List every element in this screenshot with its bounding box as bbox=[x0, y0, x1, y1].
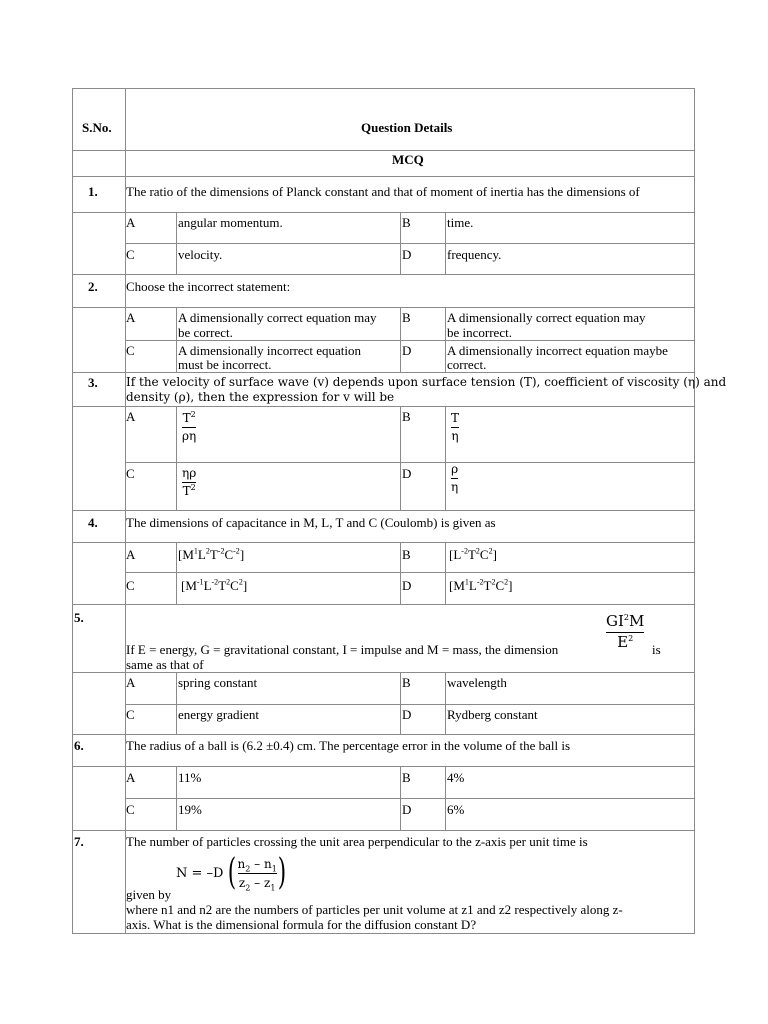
question-text-is: is bbox=[652, 642, 661, 657]
option-label-b: B bbox=[402, 547, 411, 562]
fraction-denominator: η bbox=[451, 480, 459, 494]
option-c-line1: A dimensionally incorrect equation bbox=[178, 343, 362, 358]
fraction-numerator: $GI^2M$ bbox=[606, 612, 645, 630]
option-b: 4% bbox=[447, 770, 465, 785]
row-line bbox=[72, 542, 695, 543]
option-d-line1: A dimensionally incorrect equation maybe bbox=[447, 343, 668, 358]
col-line bbox=[176, 212, 177, 274]
row-line bbox=[126, 798, 695, 799]
option-a: 11% bbox=[178, 770, 202, 785]
row-line bbox=[72, 672, 695, 673]
col-line bbox=[445, 212, 446, 274]
option-d: Rydberg constant bbox=[447, 707, 538, 722]
col-line bbox=[400, 406, 401, 510]
question-number: 2. bbox=[88, 279, 98, 294]
option-label-c: C bbox=[126, 343, 135, 358]
question-text: Choose the incorrect statement: bbox=[126, 279, 291, 294]
option-d: frequency. bbox=[447, 247, 502, 262]
row-line bbox=[72, 734, 695, 735]
option-label-c: C bbox=[126, 707, 135, 722]
option-label-d: D bbox=[402, 343, 412, 358]
option-label-c: C bbox=[126, 466, 135, 481]
row-line bbox=[72, 766, 695, 767]
table-border-bottom bbox=[72, 933, 695, 934]
question-number: 5. bbox=[74, 610, 84, 625]
option-label-b: B bbox=[402, 675, 411, 690]
col-line bbox=[445, 766, 446, 830]
option-label-d: D bbox=[402, 578, 412, 593]
equation-denominator: $z_2 - z_1$ bbox=[238, 875, 276, 892]
option-label-c: C bbox=[126, 247, 135, 262]
fraction-denominator: $E^2$ bbox=[617, 633, 634, 651]
col-line bbox=[445, 542, 446, 604]
option-d-formula: $[M^1L^{-2}T^2C^2]$ bbox=[449, 577, 513, 593]
option-b: wavelength bbox=[447, 675, 507, 690]
question-number: 6. bbox=[74, 738, 84, 753]
question-text-line2: density (ρ), then the expression for v will be bbox=[126, 390, 395, 404]
option-label-d: D bbox=[402, 707, 412, 722]
option-a-line2: be correct. bbox=[178, 325, 233, 340]
question-text-line3: axis. What is the dimensional formula for the diffusion constant D? bbox=[126, 917, 477, 932]
row-line bbox=[126, 243, 695, 244]
option-label-a: A bbox=[126, 310, 136, 325]
row-line bbox=[126, 704, 695, 705]
option-a-formula: $[M^1L^2T^{-2}C^{-2}]$ bbox=[178, 546, 245, 562]
row-line bbox=[72, 510, 695, 511]
equation-paren-open: ( bbox=[228, 852, 237, 893]
equation-paren-close: ) bbox=[277, 852, 287, 893]
option-label-a: A bbox=[126, 770, 136, 785]
row-line bbox=[72, 176, 695, 177]
diffusion-equation bbox=[176, 852, 289, 894]
option-a: angular momentum. bbox=[178, 215, 283, 230]
col-line bbox=[176, 406, 177, 510]
row-line bbox=[126, 340, 695, 341]
col-line bbox=[176, 672, 177, 734]
option-b-formula: $[L^{-2}T^2C^2]$ bbox=[449, 546, 497, 562]
option-c: velocity. bbox=[178, 247, 223, 262]
fraction-denominator: $T^2$ bbox=[182, 483, 196, 498]
question-text-line2: where n1 and n2 are the numbers of particles per unit volume at z1 and z2 respectively along z- bbox=[126, 902, 623, 917]
option-d-line2: correct. bbox=[447, 357, 487, 372]
question-text: The dimensions of capacitance in M, L, T and C (Coulomb) is given as bbox=[126, 515, 496, 530]
fraction-numerator: T bbox=[451, 411, 460, 425]
option-c-line2: must be incorrect. bbox=[178, 357, 272, 372]
row-line bbox=[72, 406, 695, 407]
fraction-bar bbox=[182, 427, 196, 428]
table-border-top bbox=[72, 88, 695, 89]
equation-fraction bbox=[238, 857, 277, 890]
col-line bbox=[176, 307, 177, 372]
col-line bbox=[400, 542, 401, 604]
option-c-formula: $[M^{-1}L^{-2}T^2C^2]$ bbox=[181, 577, 248, 593]
option-c: 19% bbox=[178, 802, 202, 817]
col-line bbox=[445, 406, 446, 510]
header-sno: S.No. bbox=[82, 120, 112, 135]
row-line bbox=[72, 604, 695, 605]
fraction-bar bbox=[238, 873, 277, 874]
question-text-line1: If E = energy, G = gravitational constant, I = impulse and M = mass, the dimension bbox=[126, 642, 559, 657]
option-label-d: D bbox=[402, 802, 412, 817]
row-line bbox=[72, 150, 695, 151]
fraction-bar bbox=[451, 478, 458, 479]
row-line bbox=[72, 307, 695, 308]
col-line bbox=[445, 672, 446, 734]
option-d: 6% bbox=[447, 802, 465, 817]
option-a-line1: A dimensionally correct equation may bbox=[178, 310, 377, 325]
question-text-given-by: given by bbox=[126, 887, 172, 902]
question-number: 3. bbox=[88, 375, 98, 390]
fraction-bar bbox=[451, 427, 459, 428]
option-label-c: C bbox=[126, 802, 135, 817]
option-label-a: A bbox=[126, 215, 136, 230]
table-border-left bbox=[72, 88, 73, 934]
col-line bbox=[400, 766, 401, 830]
option-c-fraction bbox=[182, 466, 196, 498]
fraction-numerator: $T^2$ bbox=[182, 410, 196, 425]
option-label-a: A bbox=[126, 547, 136, 562]
row-line bbox=[126, 462, 695, 463]
fraction-numerator: ηρ bbox=[182, 466, 197, 480]
fraction-numerator: ρ bbox=[451, 462, 459, 476]
question-text-line2: same as that of bbox=[126, 657, 204, 672]
row-line bbox=[72, 372, 695, 373]
question-number: 4. bbox=[88, 515, 98, 530]
fraction-denominator: η bbox=[451, 429, 459, 443]
col-line bbox=[176, 766, 177, 830]
option-label-c: C bbox=[126, 578, 135, 593]
option-b-line2: be incorrect. bbox=[447, 325, 512, 340]
option-label-b: B bbox=[402, 310, 411, 325]
row-line bbox=[72, 274, 695, 275]
header-question-details: Question Details bbox=[361, 120, 453, 135]
question-text: The radius of a ball is (6.2 ±0.4) cm. The percentage error in the volume of the ball is bbox=[126, 738, 571, 753]
option-label-b: B bbox=[402, 215, 411, 230]
option-label-d: D bbox=[402, 466, 412, 481]
row-line bbox=[72, 212, 695, 213]
table-border-right bbox=[694, 88, 695, 934]
question-text-line1: If the velocity of surface wave (v) depends upon surface tension (T), coefficient of viscosity (η) and bbox=[126, 375, 727, 389]
option-a-fraction bbox=[182, 411, 196, 443]
row-line bbox=[126, 572, 695, 573]
option-label-b: B bbox=[402, 770, 411, 785]
option-label-a: A bbox=[126, 675, 136, 690]
col-line bbox=[400, 672, 401, 734]
option-b: time. bbox=[447, 215, 474, 230]
col-line bbox=[445, 307, 446, 372]
question-text: The ratio of the dimensions of Planck constant and that of moment of inertia has the dimensions of bbox=[126, 184, 640, 199]
option-b-fraction bbox=[451, 411, 459, 443]
equation-lhs: N = –D bbox=[176, 865, 224, 881]
question-number: 1. bbox=[88, 184, 98, 199]
equation-numerator: $n_2 - n_1$ bbox=[237, 856, 277, 873]
option-label-b: B bbox=[402, 409, 411, 424]
option-a: spring constant bbox=[178, 675, 258, 690]
fraction-denominator: ρη bbox=[182, 429, 197, 443]
col-line bbox=[400, 307, 401, 372]
row-line bbox=[72, 830, 695, 831]
option-c: energy gradient bbox=[178, 707, 259, 722]
section-title: MCQ bbox=[392, 152, 424, 167]
col-line bbox=[400, 212, 401, 274]
q5-fraction bbox=[606, 613, 644, 651]
question-text: The number of particles crossing the unit area perpendicular to the z-axis per unit time is bbox=[126, 834, 588, 849]
question-number: 7. bbox=[74, 834, 84, 849]
option-b-line1: A dimensionally correct equation may bbox=[447, 310, 646, 325]
col-line bbox=[176, 542, 177, 604]
option-label-a: A bbox=[126, 409, 136, 424]
option-label-d: D bbox=[402, 247, 412, 262]
option-d-fraction bbox=[451, 462, 458, 494]
